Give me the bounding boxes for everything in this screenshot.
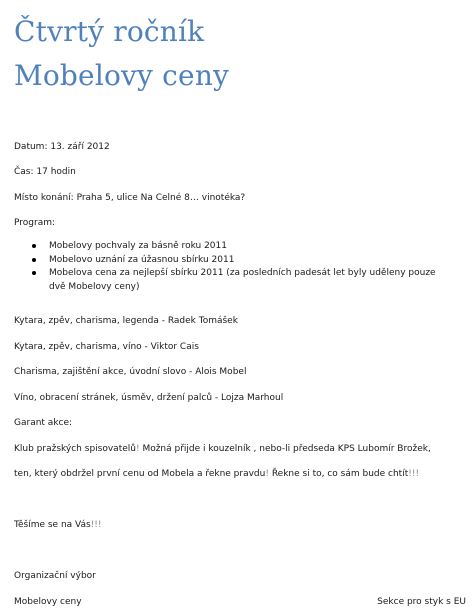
role-line-marhoul: Víno, obracení stránek, úsměv, držení palců - Lojza Marhoul (14, 393, 284, 403)
page-title (14, 10, 229, 98)
organizer-line: Organizační výbor (14, 571, 96, 581)
program-item: Mobelovy pochvaly za básně roku 2011 (14, 240, 454, 254)
closing-line: Těšíme se na Vás!!! (14, 520, 102, 530)
role-line-cais: Kytara, zpěv, charisma, víno - Viktor Cais (14, 342, 199, 352)
eu-section-line: Sekce pro styk s EU (377, 597, 466, 607)
program-item: Mobelovo uznání za úžasnou sbírku 2011 (14, 254, 454, 268)
program-list (14, 240, 454, 294)
bullet-icon (32, 271, 36, 275)
time-line: Čas: 17 hodin (14, 167, 76, 177)
bullet-icon (32, 258, 36, 262)
date-line: Datum: 13. září 2012 (14, 142, 110, 152)
program-label: Program: (14, 218, 56, 228)
program-item: Mobelova cena za nejlepší sbírku 2011 (za posledních padesát let byly uděleny pouze dvě Mobelovy ceny) (14, 267, 454, 294)
bullet-icon (32, 244, 36, 248)
garant-line-2: ten, který obdržel první cenu od Mobela a řekne pravdu! Řekne si to, co sám bude chtít!!! (14, 469, 420, 479)
signature-line: Mobelovy ceny (14, 597, 82, 607)
role-line-tomasek: Kytara, zpěv, charisma, legenda - Radek Tomášek (14, 316, 238, 326)
venue-line: Místo konání: Praha 5, ulice Na Celné 8… vinotéka? (14, 193, 246, 203)
garant-line-1: Klub pražských spisovatelů! Možná přijde i kouzelník , nebo-li předseda KPS Lubomír Brožek, (14, 444, 431, 454)
garant-label: Garant akce: (14, 418, 73, 428)
role-line-mobel: Charisma, zajištění akce, úvodní slovo - Alois Mobel (14, 367, 247, 377)
title-line-1: Čtvrtý ročník (14, 15, 205, 48)
title-line-2: Mobelovy ceny (14, 59, 230, 92)
